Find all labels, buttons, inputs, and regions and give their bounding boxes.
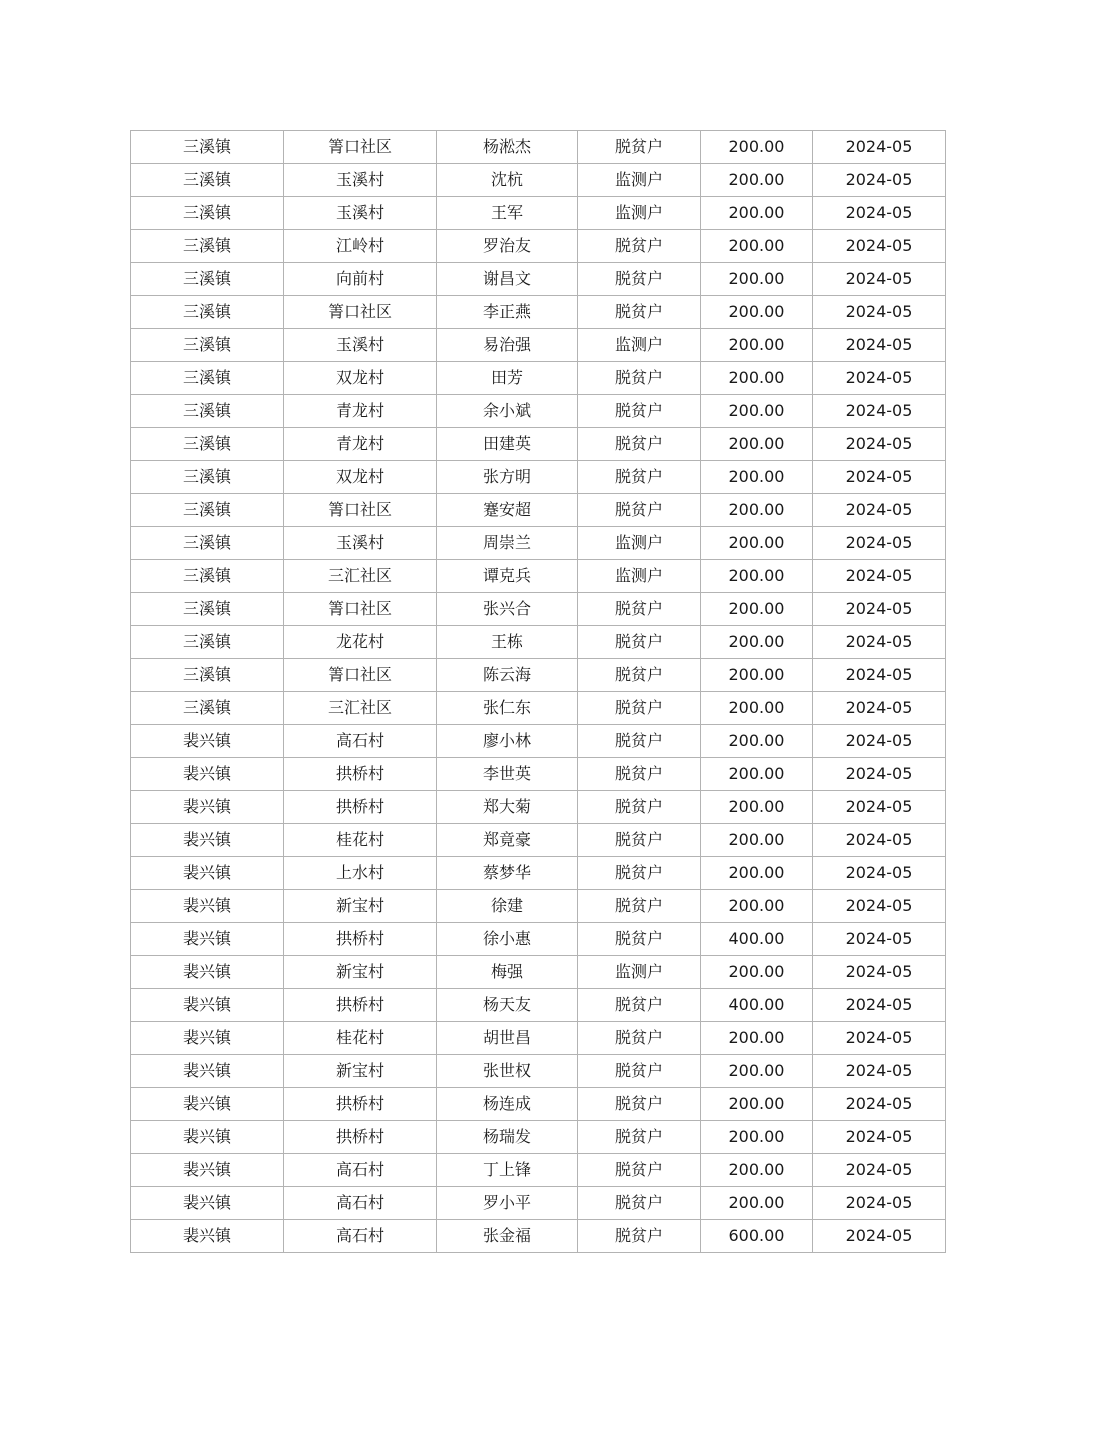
month-cell: 2024-05 [813,197,946,230]
town-cell: 裴兴镇 [131,890,284,923]
village-cell: 上水村 [284,857,437,890]
town-cell: 三溪镇 [131,560,284,593]
month-cell: 2024-05 [813,989,946,1022]
town-cell: 三溪镇 [131,659,284,692]
household-type-cell: 脱贫户 [578,1055,701,1088]
household-type-cell: 监测户 [578,164,701,197]
table-row [131,164,946,197]
name-cell: 田建英 [437,428,578,461]
name-cell: 张兴合 [437,593,578,626]
name-cell: 徐小惠 [437,923,578,956]
village-cell: 拱桥村 [284,1088,437,1121]
name-cell: 沈杭 [437,164,578,197]
household-type-cell: 脱贫户 [578,758,701,791]
amount-cell: 200.00 [701,890,813,923]
amount-cell: 200.00 [701,164,813,197]
household-type-cell: 脱贫户 [578,692,701,725]
village-cell: 青龙村 [284,395,437,428]
amount-cell: 200.00 [701,527,813,560]
village-cell: 拱桥村 [284,758,437,791]
household-type-cell: 脱贫户 [578,1220,701,1253]
village-cell: 三汇社区 [284,560,437,593]
town-cell: 裴兴镇 [131,1121,284,1154]
town-cell: 三溪镇 [131,626,284,659]
town-cell: 裴兴镇 [131,758,284,791]
name-cell: 余小斌 [437,395,578,428]
village-cell: 拱桥村 [284,1121,437,1154]
table-row [131,989,946,1022]
town-cell: 三溪镇 [131,461,284,494]
month-cell: 2024-05 [813,923,946,956]
household-type-cell: 脱贫户 [578,296,701,329]
town-cell: 三溪镇 [131,164,284,197]
month-cell: 2024-05 [813,626,946,659]
town-cell: 三溪镇 [131,692,284,725]
town-cell: 裴兴镇 [131,1022,284,1055]
table-row [131,857,946,890]
amount-cell: 200.00 [701,1154,813,1187]
town-cell: 裴兴镇 [131,989,284,1022]
household-type-cell: 脱贫户 [578,131,701,164]
table-row [131,824,946,857]
name-cell: 王栋 [437,626,578,659]
village-cell: 高石村 [284,1220,437,1253]
name-cell: 罗治友 [437,230,578,263]
village-cell: 龙花村 [284,626,437,659]
amount-cell: 200.00 [701,494,813,527]
month-cell: 2024-05 [813,857,946,890]
name-cell: 张金福 [437,1220,578,1253]
amount-cell: 200.00 [701,1187,813,1220]
town-cell: 裴兴镇 [131,824,284,857]
household-type-cell: 监测户 [578,329,701,362]
village-cell: 玉溪村 [284,197,437,230]
town-cell: 三溪镇 [131,197,284,230]
village-cell: 拱桥村 [284,923,437,956]
household-type-cell: 脱贫户 [578,857,701,890]
amount-cell: 200.00 [701,1121,813,1154]
table-row [131,1154,946,1187]
table-row [131,626,946,659]
month-cell: 2024-05 [813,1088,946,1121]
month-cell: 2024-05 [813,131,946,164]
amount-cell: 200.00 [701,461,813,494]
amount-cell: 200.00 [701,362,813,395]
household-type-cell: 脱贫户 [578,593,701,626]
month-cell: 2024-05 [813,164,946,197]
village-cell: 拱桥村 [284,989,437,1022]
name-cell: 徐建 [437,890,578,923]
table-row [131,296,946,329]
household-type-cell: 脱贫户 [578,494,701,527]
amount-cell: 200.00 [701,824,813,857]
amount-cell: 200.00 [701,791,813,824]
name-cell: 张仁东 [437,692,578,725]
household-type-cell: 脱贫户 [578,1154,701,1187]
amount-cell: 200.00 [701,725,813,758]
table-row [131,527,946,560]
month-cell: 2024-05 [813,692,946,725]
village-cell: 桂花村 [284,1022,437,1055]
town-cell: 裴兴镇 [131,1220,284,1253]
town-cell: 裴兴镇 [131,1187,284,1220]
amount-cell: 200.00 [701,131,813,164]
name-cell: 郑大菊 [437,791,578,824]
table-row [131,659,946,692]
name-cell: 廖小林 [437,725,578,758]
month-cell: 2024-05 [813,1055,946,1088]
town-cell: 三溪镇 [131,527,284,560]
table-row [131,1121,946,1154]
household-type-cell: 脱贫户 [578,230,701,263]
household-type-cell: 脱贫户 [578,428,701,461]
amount-cell: 200.00 [701,857,813,890]
amount-cell: 200.00 [701,758,813,791]
month-cell: 2024-05 [813,659,946,692]
name-cell: 张世权 [437,1055,578,1088]
village-cell: 江岭村 [284,230,437,263]
month-cell: 2024-05 [813,461,946,494]
table-row [131,230,946,263]
month-cell: 2024-05 [813,758,946,791]
table-row [131,329,946,362]
amount-cell: 200.00 [701,659,813,692]
month-cell: 2024-05 [813,791,946,824]
name-cell: 王军 [437,197,578,230]
village-cell: 向前村 [284,263,437,296]
town-cell: 三溪镇 [131,296,284,329]
name-cell: 杨天友 [437,989,578,1022]
table-body [131,131,946,1253]
name-cell: 梅强 [437,956,578,989]
household-type-cell: 脱贫户 [578,1187,701,1220]
village-cell: 高石村 [284,1154,437,1187]
month-cell: 2024-05 [813,329,946,362]
month-cell: 2024-05 [813,1154,946,1187]
village-cell: 高石村 [284,1187,437,1220]
name-cell: 李正燕 [437,296,578,329]
amount-cell: 400.00 [701,989,813,1022]
village-cell: 玉溪村 [284,164,437,197]
month-cell: 2024-05 [813,263,946,296]
month-cell: 2024-05 [813,956,946,989]
table-row [131,461,946,494]
table-row [131,131,946,164]
village-cell: 玉溪村 [284,527,437,560]
table-row [131,494,946,527]
table-row [131,890,946,923]
data-table [130,130,946,1253]
month-cell: 2024-05 [813,296,946,329]
village-cell: 箐口社区 [284,296,437,329]
amount-cell: 200.00 [701,428,813,461]
name-cell: 罗小平 [437,1187,578,1220]
name-cell: 易治强 [437,329,578,362]
table-row [131,758,946,791]
table-row [131,725,946,758]
name-cell: 杨淞杰 [437,131,578,164]
name-cell: 李世英 [437,758,578,791]
amount-cell: 600.00 [701,1220,813,1253]
amount-cell: 200.00 [701,197,813,230]
table-row [131,1088,946,1121]
name-cell: 丁上锋 [437,1154,578,1187]
amount-cell: 200.00 [701,626,813,659]
month-cell: 2024-05 [813,395,946,428]
month-cell: 2024-05 [813,1187,946,1220]
name-cell: 蹇安超 [437,494,578,527]
village-cell: 新宝村 [284,1055,437,1088]
village-cell: 箐口社区 [284,494,437,527]
month-cell: 2024-05 [813,824,946,857]
household-type-cell: 脱贫户 [578,1121,701,1154]
amount-cell: 200.00 [701,1088,813,1121]
table-row [131,923,946,956]
table-row [131,395,946,428]
month-cell: 2024-05 [813,560,946,593]
name-cell: 张方明 [437,461,578,494]
household-type-cell: 监测户 [578,527,701,560]
village-cell: 高石村 [284,725,437,758]
village-cell: 双龙村 [284,362,437,395]
household-type-cell: 监测户 [578,956,701,989]
town-cell: 裴兴镇 [131,1088,284,1121]
month-cell: 2024-05 [813,725,946,758]
village-cell: 新宝村 [284,890,437,923]
table-row [131,1055,946,1088]
town-cell: 三溪镇 [131,362,284,395]
amount-cell: 200.00 [701,956,813,989]
town-cell: 三溪镇 [131,428,284,461]
month-cell: 2024-05 [813,230,946,263]
amount-cell: 200.00 [701,692,813,725]
town-cell: 三溪镇 [131,263,284,296]
month-cell: 2024-05 [813,362,946,395]
village-cell: 箐口社区 [284,593,437,626]
name-cell: 谢昌文 [437,263,578,296]
table-row [131,197,946,230]
amount-cell: 200.00 [701,593,813,626]
table-row [131,560,946,593]
table-row [131,362,946,395]
household-type-cell: 脱贫户 [578,923,701,956]
month-cell: 2024-05 [813,494,946,527]
household-type-cell: 脱贫户 [578,824,701,857]
table-row [131,1187,946,1220]
table-row [131,692,946,725]
month-cell: 2024-05 [813,593,946,626]
household-type-cell: 脱贫户 [578,1088,701,1121]
amount-cell: 200.00 [701,263,813,296]
town-cell: 三溪镇 [131,329,284,362]
town-cell: 裴兴镇 [131,725,284,758]
amount-cell: 200.00 [701,230,813,263]
household-type-cell: 脱贫户 [578,362,701,395]
town-cell: 裴兴镇 [131,1154,284,1187]
household-type-cell: 脱贫户 [578,626,701,659]
village-cell: 双龙村 [284,461,437,494]
town-cell: 三溪镇 [131,593,284,626]
table-row [131,263,946,296]
name-cell: 郑竟豪 [437,824,578,857]
name-cell: 杨连成 [437,1088,578,1121]
amount-cell: 200.00 [701,395,813,428]
month-cell: 2024-05 [813,890,946,923]
table-row [131,956,946,989]
town-cell: 裴兴镇 [131,857,284,890]
household-type-cell: 脱贫户 [578,989,701,1022]
village-cell: 三汇社区 [284,692,437,725]
name-cell: 谭克兵 [437,560,578,593]
household-type-cell: 脱贫户 [578,791,701,824]
village-cell: 青龙村 [284,428,437,461]
town-cell: 三溪镇 [131,395,284,428]
amount-cell: 200.00 [701,1055,813,1088]
village-cell: 拱桥村 [284,791,437,824]
amount-cell: 200.00 [701,1022,813,1055]
month-cell: 2024-05 [813,1022,946,1055]
table-row [131,428,946,461]
household-type-cell: 脱贫户 [578,461,701,494]
town-cell: 三溪镇 [131,494,284,527]
town-cell: 裴兴镇 [131,956,284,989]
name-cell: 周崇兰 [437,527,578,560]
village-cell: 箐口社区 [284,659,437,692]
month-cell: 2024-05 [813,527,946,560]
town-cell: 三溪镇 [131,131,284,164]
month-cell: 2024-05 [813,428,946,461]
household-type-cell: 监测户 [578,560,701,593]
amount-cell: 200.00 [701,560,813,593]
month-cell: 2024-05 [813,1220,946,1253]
household-type-cell: 脱贫户 [578,1022,701,1055]
amount-cell: 400.00 [701,923,813,956]
village-cell: 箐口社区 [284,131,437,164]
town-cell: 裴兴镇 [131,791,284,824]
town-cell: 裴兴镇 [131,923,284,956]
town-cell: 裴兴镇 [131,1055,284,1088]
household-type-cell: 脱贫户 [578,263,701,296]
name-cell: 蔡梦华 [437,857,578,890]
table-row [131,791,946,824]
household-type-cell: 脱贫户 [578,659,701,692]
household-type-cell: 脱贫户 [578,725,701,758]
village-cell: 新宝村 [284,956,437,989]
table-row [131,1220,946,1253]
household-type-cell: 脱贫户 [578,890,701,923]
name-cell: 胡世昌 [437,1022,578,1055]
name-cell: 田芳 [437,362,578,395]
village-cell: 玉溪村 [284,329,437,362]
household-type-cell: 脱贫户 [578,395,701,428]
name-cell: 杨瑞发 [437,1121,578,1154]
town-cell: 三溪镇 [131,230,284,263]
month-cell: 2024-05 [813,1121,946,1154]
amount-cell: 200.00 [701,329,813,362]
amount-cell: 200.00 [701,296,813,329]
household-type-cell: 监测户 [578,197,701,230]
village-cell: 桂花村 [284,824,437,857]
table-row [131,1022,946,1055]
table-row [131,593,946,626]
name-cell: 陈云海 [437,659,578,692]
